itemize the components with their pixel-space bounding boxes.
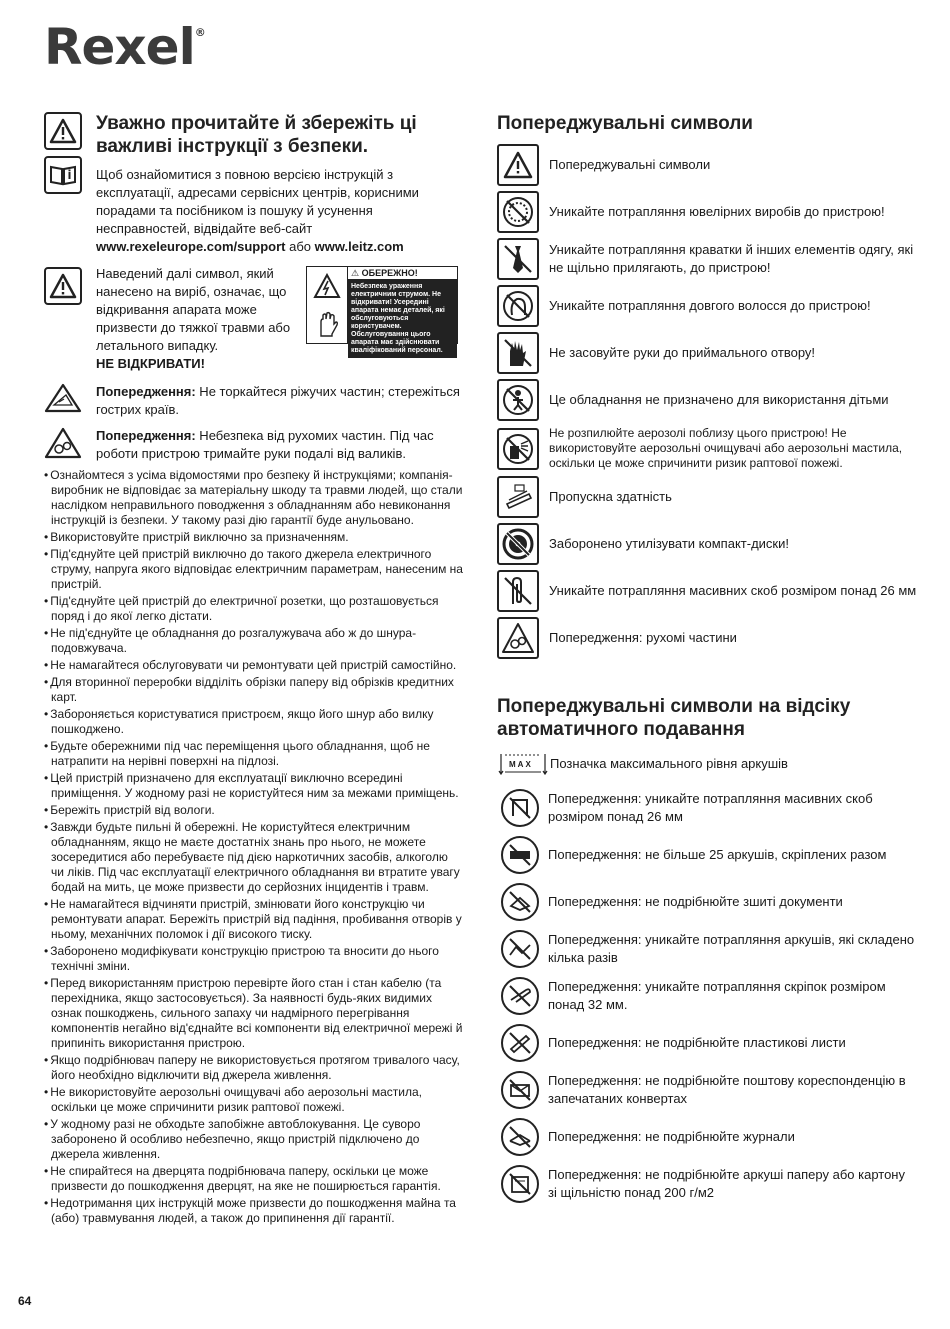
list-item: • Під'єднуйте цей пристрій виключно до такого джерела електричного струму, напруга якого відповідає електричним параметрам, нанесеним на пристрій. bbox=[44, 547, 464, 592]
symbol-text: Попередження: уникайте потрапляння аркушів, які складено кілька разів bbox=[548, 932, 915, 965]
symbol-text: Уникайте потрапляння краватки й інших елементів одягу, які не щільно прилягають, до пристрою! bbox=[549, 242, 914, 275]
list-item: • Цей пристрій призначено для експлуатації виключно всередині приміщення. У жодному разі не користуйтеся ним за межами приміщень. bbox=[44, 771, 464, 801]
symbol-text: Уникайте потрапляння масивних скоб розміром понад 26 мм bbox=[549, 583, 917, 598]
list-item: • Під'єднуйте цей пристрій до електричної розетки, що розташовується поряд і до якої легко дістати. bbox=[44, 594, 464, 624]
intro-text: Щоб ознайомитися з повною версією інструкцій з експлуатації, адресами сервісних центрів, корисними порадами та посібником із пошуку й усунення несправностей, відвідайте веб-сайт www.rexeleurope.com/support або www.leitz.com bbox=[96, 167, 419, 254]
no-paper-clips-icon bbox=[501, 977, 539, 1015]
symbol-text: Попередження: не подрібнюйте зшиті документи bbox=[548, 894, 843, 909]
max-label: MAX bbox=[509, 760, 533, 769]
moving-parts-warning: Попередження: Небезпека від рухомих частин. Під час роботи пристрою тримайте руки подалі від валиків. bbox=[96, 428, 434, 461]
symbol-text: Пропускна здатність bbox=[549, 489, 672, 504]
list-item: • Для вторинної переробки відділіть обрізки паперу від обрізків кредитних карт. bbox=[44, 675, 464, 705]
symbol-text: Уникайте потрапляння ювелірних виробів до пристрою! bbox=[549, 204, 885, 219]
list-item: • Перед використанням пристрою перевірте його стан і стан кабелю (та перехідника, якщо застосовується). За наявності будь-яких видимих ознак пошкоджень, сильного запаху чи надмірного перегрівання компонентів негайно від'єднайте всі компоненти від електричної мережі й припиніть використання пристрою. bbox=[44, 976, 464, 1051]
hand-icon bbox=[313, 310, 341, 338]
list-item: • Заборонено модифікувати конструкцію пристрою та вносити до нього технічні зміни. bbox=[44, 944, 464, 974]
symbol-text: Попередження: уникайте потрапляння скріпок розміром понад 32 мм. bbox=[548, 979, 886, 1012]
symbol-text: Це обладнання не призначено для використання дітьми bbox=[549, 392, 889, 407]
page-title: Уважно прочитайте й збережіть ці важливі інструкції з безпеки. bbox=[96, 113, 417, 157]
no-bound-documents-icon bbox=[501, 883, 539, 921]
list-item: • Не намагайтеся відчиняти пристрій, змінювати його конструкцію чи ремонтувати апарат. Бережіть пристрій від падіння, пробивання отворів у ньому, механічних поломок і дії високого тиску. bbox=[44, 897, 464, 942]
symbol-text: Попередження: не більше 25 аркушів, скріплених разом bbox=[548, 847, 887, 862]
moving-parts-icon bbox=[44, 427, 82, 459]
symbol-text: Попереджувальні символи bbox=[549, 157, 711, 172]
list-item: • Будьте обережними під час переміщення цього обладнання, щоб не натрапити на нерівні поверхні на підлозі. bbox=[44, 739, 464, 769]
symbol-text: Попередження: не подрібнюйте поштову кореспонденцію в запечатаних конвертах bbox=[548, 1073, 906, 1106]
support-url[interactable]: www.rexeleurope.com/support bbox=[96, 239, 286, 254]
symbol-text: Не розпилюйте аерозолі поблизу цього пристрою! Не використовуйте аерозольні очищувачі або аерозольні мастила, оскільки це може спричинити ризик раптової пожежі. bbox=[549, 426, 903, 470]
safety-bullet-list bbox=[44, 468, 464, 1226]
no-envelopes-icon bbox=[501, 1071, 539, 1109]
warning-symbols-column bbox=[497, 112, 917, 1210]
manual-book-icon bbox=[44, 156, 82, 194]
section-title-feed-symbols: Попереджувальні символи на відсіку автоматичного подавання bbox=[497, 696, 851, 740]
symbol-text: Уникайте потрапляння довгого волосся до пристрою! bbox=[549, 298, 871, 313]
page-number: 64 bbox=[18, 1294, 32, 1308]
list-item: • Якщо подрібнювач паперу не використовується протягом тривалого часу, його необхідно відключити від джерела живлення. bbox=[44, 1053, 464, 1083]
symbol-text: Попередження: рухомі частини bbox=[549, 630, 737, 645]
no-children-icon bbox=[497, 379, 539, 421]
list-item: • Ознайомтеся з усіма відомостями про безпеку й інструкціями; компанія-виробник не відповідає за матеріальну шкоду та травми людей, що стали наслідком неправильного поводження з обладнанням або невиконання інструкцій із безпеки. У такому разі дію гарантії буде анульовано. bbox=[44, 468, 464, 528]
capacity-icon bbox=[497, 476, 539, 518]
caution-triangle-icon: ⚠ bbox=[351, 268, 360, 278]
list-item: • Бережіть пристрій від вологи. bbox=[44, 803, 464, 818]
symbol-text: Попередження: не подрібнюйте журнали bbox=[548, 1129, 795, 1144]
symbol-text: Попередження: не подрібнюйте пластикові листи bbox=[548, 1035, 846, 1050]
leitz-url[interactable]: www.leitz.com bbox=[314, 239, 404, 254]
no-magazines-icon bbox=[501, 1118, 539, 1156]
list-item: • Не намагайтеся обслуговувати чи ремонтувати цей пристрій самостійно. bbox=[44, 658, 464, 673]
max-25-sheets-icon bbox=[501, 836, 539, 874]
warning-triangle-icon bbox=[44, 112, 82, 150]
list-item: • Забороняється користуватися пристроєм, якщо його шнур або вилку пошкоджено. bbox=[44, 707, 464, 737]
no-cd-icon bbox=[497, 523, 539, 565]
no-hands-icon bbox=[497, 332, 539, 374]
symbol-text: Попередження: уникайте потрапляння масивних скоб розміром понад 26 мм bbox=[548, 791, 873, 824]
warning-triangle-icon bbox=[497, 144, 539, 186]
list-item: • Завжди будьте пильні й обережні. Не користуйтеся електричним обладнанням, якщо не маєте достатніх знань про нього, не можете зосередитися або перебуваєте під дією наркотичних засобів, алкоголю чи ліків. Під час експлуатації електричного обладнання ви втратите увагу бодай на мить, це може призвести до серйозних інцидентів і травм. bbox=[44, 820, 464, 895]
no-tie-icon bbox=[497, 238, 539, 280]
do-not-open-text: Наведений далі символ, який нанесено на виріб, означає, що відкривання апарата може призвести до тяжкої травми або летального випадку. НЕ ВІДКРИВАТИ! bbox=[96, 266, 291, 371]
warning-triangle-icon bbox=[44, 267, 82, 305]
no-jewelry-icon bbox=[497, 191, 539, 233]
list-item: • Використовуйте пристрій виключно за призначенням. bbox=[44, 530, 464, 545]
symbol-text: Позначка максимального рівня аркушів bbox=[550, 756, 788, 771]
sharp-edges-icon bbox=[44, 383, 82, 413]
list-item: • Не використовуйте аерозольні очищувачі або аерозольні мастила, оскільки це може спричинити ризик раптової пожежі. bbox=[44, 1085, 464, 1115]
moving-parts-icon bbox=[497, 617, 539, 659]
symbol-text: Не засовуйте руки до приймального отвору! bbox=[549, 345, 816, 360]
list-item: • Не спирайтеся на дверцята подрібнювача паперу, оскільки це може призвести до пошкодження дверцят, на яке не поширюється гарантія. bbox=[44, 1164, 464, 1194]
max-level-icon bbox=[497, 750, 549, 778]
no-heavy-staples-icon bbox=[501, 789, 539, 827]
symbol-text: Заборонено утилізувати компакт-диски! bbox=[549, 536, 789, 551]
sharp-parts-warning: Попередження: Не торкайтеся ріжучих частин; стережіться гострих країв. bbox=[96, 384, 460, 417]
safety-instructions-column bbox=[44, 112, 464, 1228]
list-item: • Не під'єднуйте це обладнання до розгалужувача або ж до шнура-подовжувача. bbox=[44, 626, 464, 656]
list-item: • Недотримання цих інструкцій може призвести до пошкодження майна та (або) травмування людей, а також до припинення дії гарантії. bbox=[44, 1196, 464, 1226]
no-long-hair-icon bbox=[497, 285, 539, 327]
no-plastic-sheets-icon bbox=[501, 1024, 539, 1062]
section-title-warning-symbols: Попереджувальні символи bbox=[497, 113, 753, 134]
no-folded-sheets-icon bbox=[501, 930, 539, 968]
rexel-logo: Rexel® bbox=[44, 18, 205, 76]
symbol-text: Попередження: не подрібнюйте аркуші паперу або картону зі щільністю понад 200 г/м2 bbox=[548, 1167, 905, 1200]
no-thick-paper-icon bbox=[501, 1165, 539, 1203]
electric-shock-icon bbox=[313, 273, 341, 299]
no-aerosol-icon bbox=[497, 428, 539, 470]
no-staples-icon bbox=[497, 570, 539, 612]
caution-label: ⚠ ОБЕРЕЖНО! Небезпека ураження електричним струмом. Не відкривати! Усередині апарата немає деталей, які обслуговуються користувачем. Обслуговування цього апарата має здійснювати кваліфікований персонал. bbox=[306, 266, 458, 344]
list-item: • У жодному разі не обходьте запобіжне автоблокування. Це суворо заборонено й особливо небезпечно, якщо пристрій підключено до джерела живлення. bbox=[44, 1117, 464, 1162]
